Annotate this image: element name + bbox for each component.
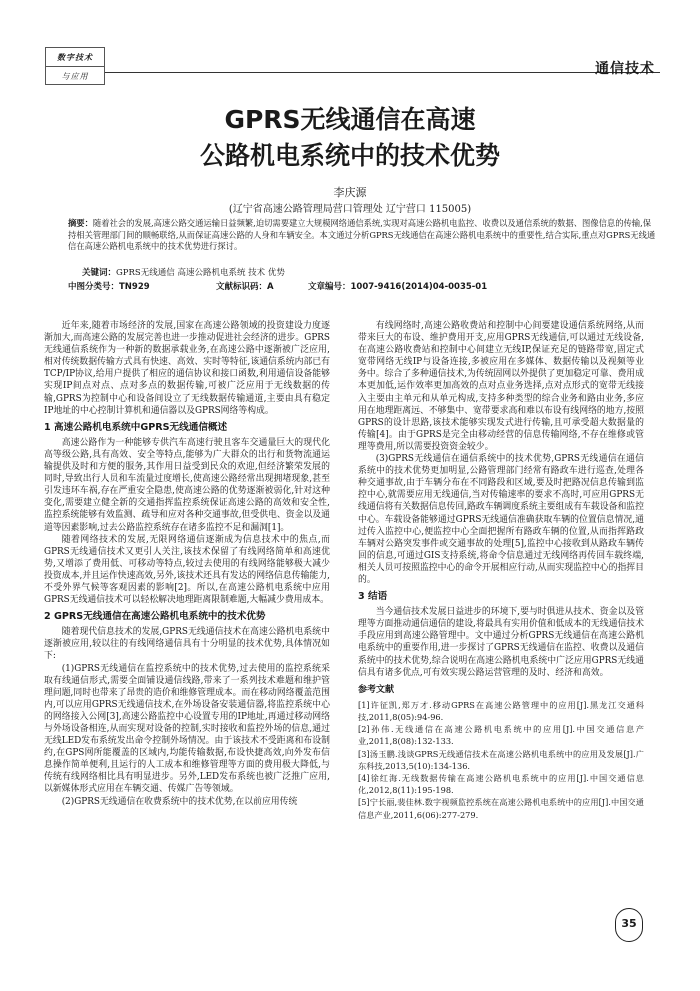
article-number: 文章编号：1007-9416(2014)04-0035-01 — [308, 282, 488, 292]
clc-number: 中图分类号：TN929 — [68, 282, 150, 292]
abstract-label: 摘要： — [68, 218, 93, 228]
left-column — [44, 320, 330, 808]
reference-item: [4]徐红海.无线数据传输在高速公路机电系统中的应用[J].中国交通信息化,2012,8(11):195-198. — [358, 773, 644, 796]
reference-item: [5]宁长丽,裴佳林.数字视频监控系统在高速公路机电系统中的应用[J].中国交通信息产业,2011,6(06):277-279. — [358, 797, 644, 820]
reference-item: [1]许征凯,郑万才.移动GPRS在高速公路管理中的应用[J].黑龙江交通科技,2011,8(05):94-96. — [358, 699, 644, 723]
paragraph: (2)GPRS无线通信在收费系统中的技术优势,在以前应用传统 — [61, 796, 298, 807]
doc-code: 文献标识码：A — [216, 282, 274, 292]
title-line-1: GPRS无线通信在高速 — [224, 105, 476, 134]
title-line-2: 公路机电系统中的技术优势 — [199, 141, 500, 170]
keywords-text: GPRS无线通信 高速公路机电系统 技术 优势 — [116, 268, 285, 278]
keywords — [82, 266, 285, 278]
article-title — [0, 102, 700, 174]
header-divider — [105, 72, 660, 73]
abstract-text: 随着社会的发展,高速公路交通运输日益频繁,迫切需要建立大规模网络通信系统,实现对高速公路机电监控、收费以及通信系统的数据、图像信息的传输,保持相关管理部门间的顺畅联络,从而保证高速公路的人身和车辆安全。本文通过分析GPRS无线通信在高速公路机电系统中的重要性,结合实际,重点对GPRS无线通信在高速公路机电系统中的技术优势进行探讨。 — [68, 218, 656, 252]
paragraph: (1)GPRS无线通信在监控系统中的技术优势,过去使用的监控系统采取有线通信形式,需要全面铺设通信线路,带来了一系列技术难题和维护管理问题,同时也带来了昂贵的造价和维修管理成本。而在移动网络覆盖范围内,可以应用GPRS无线通信技术,在外场设备安装通信器,将监控系统中心的网络接入公网[3],高速公路监控中心设置专用的IP地址,再通过移动网络与外场设备相连,从而实现对设备的控制,实时接收和监控外场的信息,通过无线LED发布系统发出命令控制外场情况。由于该技术不受距离和布设制约,在GPS网所能覆盖的区域内,均能传输数据,布设快捷高效,向外发布信息操作简单便利,且运行的人工成本和维修管理等方面的费用极大降低,与传统有线网络相比具有明显进步。另外,LED发布系统也被广泛推广应用,以新媒体形式应用在车辆交通、传媒广告等领域。 — [44, 663, 330, 795]
section-heading: 2 GPRS无线通信在高速公路机电系统中的技术优势 — [44, 611, 266, 623]
section-heading: 1 高速公路机电系统中GPRS无线通信概述 — [44, 421, 228, 433]
keywords-label: 关键词： — [82, 268, 117, 278]
paragraph: (3)GPRS无线通信在通信系统中的技术优势,GPRS无线通信在通信系统中的技术优势更加明显,公路管理部门经常有路政车进行巡查,处理各种交通事故,由于车辆分布在不同路段和区域,要及时把路况信息传输到监控中心,就需要应用无线通信,当对传输速率的要求不高时,可应用GPRS无线通信将有关数据信息传回,路政车辆调度系统主要组成有车载设备和监控中心。车载设备能够通过GPRS无线通信准确获取车辆的位置信息情况,通过传入监控中心,便监控中心全面把握所有路政车辆的位置,从而指挥路政车辆对公路突发事件或交通事故的处理[5],监控中心接收到从路政车辆传回的信息,可通过GIS支持系统,将命令信息通过无线网络再传回车载终端,相关人员可按照监控中心的命令开展相应行动,从而实现监控中心的指挥目的。 — [358, 454, 644, 585]
logo-top-text: 数字技术 — [46, 48, 104, 67]
reference-item: [3]汤玉鹏.浅谈GPRS无线通信技术在高速公路机电系统中的应用及发展[J].广东科技,2013,5(10):134-136. — [358, 748, 644, 771]
right-column — [358, 320, 644, 821]
logo-bottom-text: 与应用 — [61, 71, 89, 81]
paragraph: 近年来,随着市场经济的发展,国家在高速公路领域的投资建设力度逐渐加大,而高速公路的发展完善也进一步推动促进社会经济的进步。GPRS无线通信系统作为一种新的数据承载业务,在高速公路中逐渐被广泛应用,相对传统数据传输方式具有快速、高效、实时等特征,该通信系统内部已有TCP/IP协议,给用户提供了相应的通信协议和接口函数,利用通信设备能够实现IP间点对点、点对多点的数据传输,可被广泛应用于无线数据的传输,GPRS为控制中心和设备间设立了无线数据传输通道,主要由具有稳定IP地址的中心控制计算机和通信器以及GPRS网络等构成。 — [44, 321, 330, 416]
paragraph: 随着现代信息技术的发展,GPRS无线通信技术在高速公路机电系统中逐渐被应用,较以往的有线网络通信具有十分明显的技术优势,具体情况如下: — [44, 627, 330, 662]
page-number: 35 — [621, 917, 637, 930]
abstract — [68, 218, 658, 253]
page-number-badge — [615, 908, 643, 942]
section-heading: 3 结语 — [358, 591, 388, 603]
paragraph: 有线网络时,高速公路收费站和控制中心间要建设通信系统网络,从而带来巨大的布设、维护费用开支,应用GPRS无线通信,可以通过无线设备,在高速公路收费站和控制中心间建立无线IP,保证充足的链路带宽,固定式宽带网络无线IP与设备连接,多被应用在多媒体、数据传输以及视频等业务中。综合了多种通信技术,为传统固网以外提供了更加稳定可靠、费用成本更加低,运作效率更加高效的点对点业务选择,点对点形式的宽带无线接入主要由主单元和从单元构成,支持多种类型的综合业务和路由业务,多应用在地理距离远、不够集中、宽带要求高和难以布设有线网络的地方,按照GPRS的设计思路,该技术能够实现发式进行传输,且可承受超大数据量的传输[4]。由于GPRS是完全由移动经营的信息传输网络,不存在维修或管理等费用,所以需要投资资金较少。 — [358, 321, 644, 452]
author: 李庆源 — [333, 186, 367, 199]
references-heading: 参考文献 — [358, 684, 395, 695]
paragraph: 高速公路作为一种能够专供汽车高速行驶且客车交通量巨大的现代化高等级公路,具有高效、安全等特点,能够为广大群众的出行和货物流通运输提供及时和方便的服务,其作用日益受到民众的欢迎,但经济繁荣发展的同时,导致出行人员和车流量过度增长,使高速公路经常出现拥堵现象,甚至引发违环车祸,存在严重安全隐患,使高速公路的优势逐渐被弱化,针对这种变化,需要建立健全新的交通指挥监控系统保证高速公路的高效和安全性,监控系统能够有效监测、疏导和应对各种交通事故,但受供电、资金以及通道等因素影响,过去公路监控系统存在诸多监控不足和漏洞[1]。 — [44, 437, 330, 533]
paragraph: 当今通信技术发展日益进步的环境下,要与时俱进从技术、资金以及管理等方面推动通信通信的建设,将最具有实用价值和低成本的无线通信技术手段应用到高速公路管理中。文中通过分析GPRS无线通信在高速公路机电系统中的重要作用,进一步探讨了GPRS无线通信在监控、收费以及通信系统中的技术优势,综合说明在高速公路机电系统中广泛应用GPRS无线通信具有诸多优点,可有效实现公路运营管理的及时、经济和高效。 — [358, 607, 644, 678]
section-label: 通信技术 — [595, 61, 655, 77]
journal-logo — [45, 47, 105, 85]
paragraph: 随着网络技术的发展,无限网络通信逐渐成为信息技术中的焦点,而GPRS无线通信技术又更引人关注,该技术保留了有线网络简单和高速优势,又增添了费用低、可移动等特点,较过去使用的有线网络能够极大减少投资成本,并且运作快速高效,另外,该技术还具有发达的网络信息传输能力,不受外界气候等客观因素的影响[2]。所以,在高速公路机电系统中应用GPRS无线通信技术可以轻松解决地理距离限制难题,大幅减少费用成本。 — [44, 534, 330, 606]
reference-item: [2]孙伟.无线通信在高速公路机电系统中的应用[J].中国交通信息产业,2011,8(08):132-133. — [358, 724, 644, 747]
affiliation: (辽宁省高速公路管理局营口管理处 辽宁营口 115005) — [228, 204, 472, 215]
